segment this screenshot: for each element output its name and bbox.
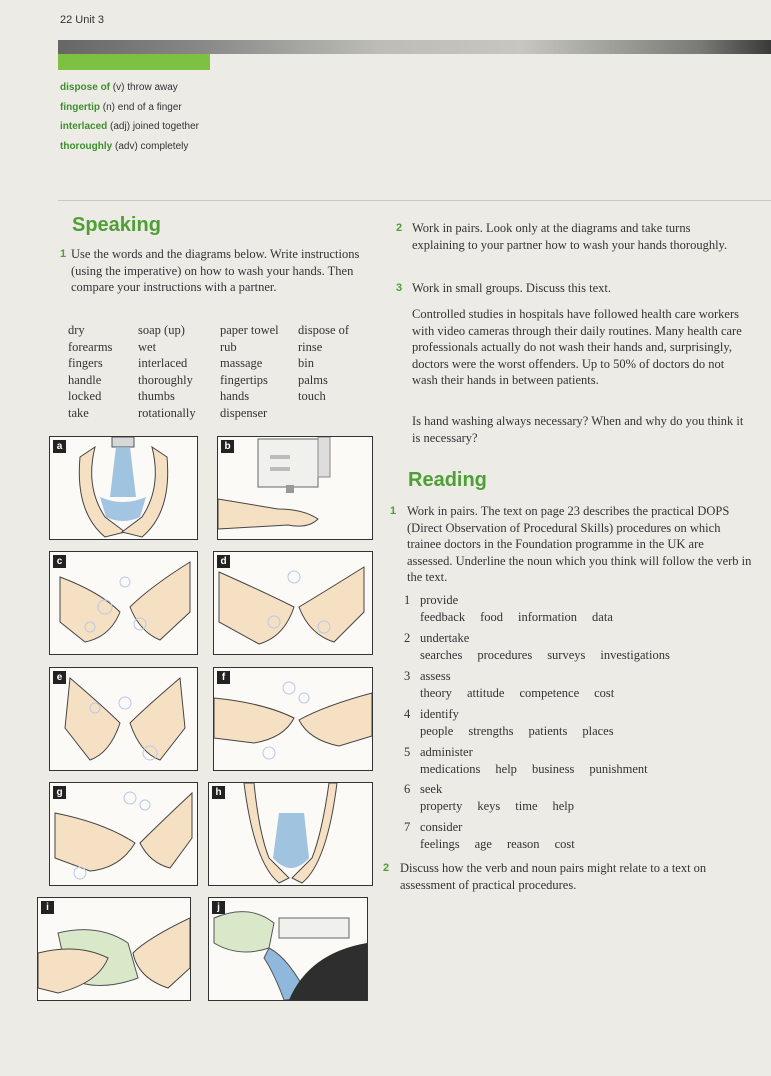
header-band bbox=[58, 40, 771, 54]
word: handle bbox=[68, 372, 102, 387]
glossary-item bbox=[60, 78, 199, 98]
word: hands bbox=[220, 389, 250, 404]
noun-option[interactable]: help bbox=[495, 761, 517, 776]
task-number: 1 bbox=[60, 248, 67, 260]
glossary-definition: (n) end of a finger bbox=[102, 101, 182, 113]
diagram-label: i bbox=[41, 901, 54, 914]
word: fingertips bbox=[220, 372, 268, 387]
discussion-question: Is hand washing always necessary? When and why do you think it is necessary? bbox=[412, 414, 744, 445]
speaking-task-1: Use the words and the diagrams below. Write instructions (using the imperative) on how to wash your hands. Then compare your instructions with a partner. bbox=[71, 247, 360, 294]
word: palms bbox=[298, 372, 328, 387]
diagram-label: a bbox=[53, 440, 66, 453]
diagram-i bbox=[37, 897, 191, 1001]
noun-option[interactable]: cost bbox=[594, 685, 615, 700]
verb: consider bbox=[420, 820, 463, 835]
noun-option[interactable]: medications bbox=[420, 761, 481, 776]
noun-option[interactable]: searches bbox=[420, 647, 463, 662]
diagram-h bbox=[208, 782, 373, 886]
word: massage bbox=[220, 356, 263, 371]
item-number: 6 bbox=[404, 782, 411, 797]
noun-option[interactable]: cost bbox=[554, 837, 575, 852]
item-number: 2 bbox=[404, 630, 411, 645]
diagram-label: g bbox=[53, 786, 66, 799]
diagram-label: b bbox=[221, 440, 234, 453]
dispose-towel-illustration bbox=[209, 898, 367, 1000]
noun-options bbox=[420, 837, 590, 852]
task-number: 2 bbox=[396, 222, 403, 234]
word: dry bbox=[68, 323, 85, 337]
glossary-term: interlaced bbox=[60, 121, 108, 132]
glossary-item bbox=[60, 98, 199, 118]
diagram-label: d bbox=[217, 555, 230, 568]
task-number: 2 bbox=[383, 862, 390, 874]
noun-option[interactable]: help bbox=[552, 799, 575, 814]
noun-option[interactable]: food bbox=[480, 610, 504, 624]
word: fingers bbox=[68, 356, 103, 371]
noun-option[interactable]: surveys bbox=[547, 647, 586, 662]
noun-options bbox=[420, 686, 629, 701]
reading-task-1: Work in pairs. The text on page 23 describes the practical DOPS (Direct Observation of Procedural Skills) procedures on which trainee doctors in the Foundation programme in the UK are assessed. Underline the noun which you think will follow the verb in the text. bbox=[407, 504, 752, 584]
noun-option[interactable]: age bbox=[474, 837, 492, 852]
word: soap (up) bbox=[138, 323, 185, 337]
section-divider bbox=[58, 200, 771, 201]
verb: assess bbox=[420, 668, 451, 683]
diagram-label: e bbox=[53, 671, 66, 684]
word: rotationally bbox=[138, 405, 196, 420]
diagram-label: f bbox=[217, 671, 230, 684]
item-number: 5 bbox=[404, 744, 411, 759]
reading-task-2: Discuss how the verb and noun pairs might relate to a text on assessment of practical procedures. bbox=[400, 861, 707, 892]
noun-option[interactable]: reason bbox=[506, 837, 540, 852]
speaking-heading: Speaking bbox=[72, 214, 161, 236]
noun-options bbox=[420, 724, 629, 739]
palm-to-palm-illustration bbox=[50, 552, 197, 654]
glossary bbox=[60, 78, 199, 156]
item-number: 7 bbox=[404, 820, 411, 835]
noun-option[interactable]: places bbox=[582, 723, 614, 738]
diagram-g bbox=[49, 782, 198, 886]
verb: undertake bbox=[420, 630, 470, 645]
noun-option[interactable]: punishment bbox=[589, 761, 648, 776]
fingers-locked-illustration bbox=[214, 668, 372, 770]
rinse-hands-illustration bbox=[209, 783, 372, 885]
word: forearms bbox=[68, 339, 113, 354]
verb: seek bbox=[420, 782, 443, 797]
interlaced-fingers-illustration bbox=[50, 668, 197, 770]
noun-option[interactable]: keys bbox=[477, 799, 501, 814]
reading-heading: Reading bbox=[408, 469, 487, 491]
noun-option[interactable]: strengths bbox=[468, 723, 514, 738]
word: touch bbox=[298, 389, 326, 404]
noun-options bbox=[420, 610, 628, 625]
noun-option[interactable]: procedures bbox=[477, 647, 533, 662]
diagram-label: c bbox=[53, 555, 66, 568]
diagram-label: j bbox=[212, 901, 225, 914]
word-column bbox=[220, 322, 279, 422]
word: thumbs bbox=[138, 389, 175, 404]
word: wet bbox=[138, 339, 157, 354]
diagram-label: h bbox=[212, 786, 225, 799]
glossary-definition: (v) throw away bbox=[112, 82, 178, 93]
word: interlaced bbox=[138, 356, 188, 371]
soap-dispenser-illustration bbox=[218, 437, 372, 539]
noun-option[interactable]: data bbox=[592, 610, 613, 624]
noun-option[interactable]: information bbox=[518, 610, 578, 624]
noun-option[interactable]: people bbox=[420, 723, 454, 738]
glossary-definition: (adv) completely bbox=[115, 140, 189, 152]
noun-option[interactable]: time bbox=[515, 799, 538, 814]
noun-option[interactable]: business bbox=[531, 761, 575, 776]
word-column bbox=[68, 322, 112, 422]
speaking-task-2: Work in pairs. Look only at the diagrams and take turns explaining to your partner how to wash your hands thoroughly. bbox=[412, 221, 728, 252]
noun-options bbox=[420, 762, 663, 777]
word: dispenser bbox=[220, 405, 268, 420]
word: paper towel bbox=[220, 323, 279, 337]
dry-with-towel-illustration bbox=[38, 898, 190, 1000]
speaking-task-3: Work in small groups. Discuss this text. bbox=[412, 281, 611, 295]
diagram-f bbox=[213, 667, 373, 771]
noun-option[interactable]: theory bbox=[420, 685, 452, 700]
glossary-band bbox=[58, 54, 210, 70]
word: thoroughly bbox=[138, 372, 193, 387]
word: dispose of bbox=[298, 323, 350, 337]
verb: identify bbox=[420, 706, 459, 721]
noun-option[interactable]: property bbox=[420, 799, 463, 814]
word-column bbox=[138, 322, 196, 422]
glossary-item bbox=[60, 137, 199, 157]
item-number: 1 bbox=[404, 593, 411, 607]
diagram-b bbox=[217, 436, 373, 540]
rotational-thumb-rub-illustration bbox=[50, 783, 197, 885]
back-of-hands-illustration bbox=[214, 552, 372, 654]
noun-option[interactable]: feelings bbox=[420, 837, 460, 852]
glossary-term: thoroughly bbox=[60, 140, 113, 152]
word: rinse bbox=[298, 339, 323, 354]
noun-option[interactable]: attitude bbox=[466, 685, 505, 700]
noun-option[interactable]: investigations bbox=[600, 647, 670, 662]
glossary-term: dispose of bbox=[60, 82, 111, 93]
item-number: 4 bbox=[404, 706, 411, 721]
task-number: 1 bbox=[390, 505, 397, 517]
glossary-item bbox=[60, 117, 199, 137]
noun-option[interactable]: patients bbox=[528, 723, 568, 738]
word: bin bbox=[298, 356, 314, 371]
word-column bbox=[298, 322, 349, 405]
noun-options bbox=[420, 648, 685, 663]
noun-option[interactable]: competence bbox=[519, 685, 580, 700]
discussion-passage: Controlled studies in hospitals have followed health care workers with video cameras through their daily routines. Many health care professionals actually do not wash their hands and, surprisingly, doctors were the worst offenders. Up to 50% of doctors do not wash their hands in between patients. bbox=[412, 307, 742, 387]
diagram-a bbox=[49, 436, 198, 540]
word: rub bbox=[220, 339, 237, 354]
page-number: 22 Unit 3 bbox=[60, 14, 105, 26]
task-number: 3 bbox=[396, 282, 403, 294]
item-number: 3 bbox=[404, 668, 411, 683]
diagram-d bbox=[213, 551, 373, 655]
glossary-definition: (adj) joined together bbox=[110, 121, 199, 132]
verb: administer bbox=[420, 744, 473, 759]
glossary-term: fingertip bbox=[60, 101, 100, 113]
word: locked bbox=[68, 389, 102, 404]
verb: provide bbox=[420, 593, 459, 607]
wetting-hands-illustration bbox=[50, 437, 197, 539]
diagram-c bbox=[49, 551, 198, 655]
word: take bbox=[68, 405, 89, 420]
diagram-e bbox=[49, 667, 198, 771]
noun-option[interactable]: feedback bbox=[420, 610, 466, 624]
diagram-j bbox=[208, 897, 368, 1001]
noun-options bbox=[420, 799, 589, 814]
